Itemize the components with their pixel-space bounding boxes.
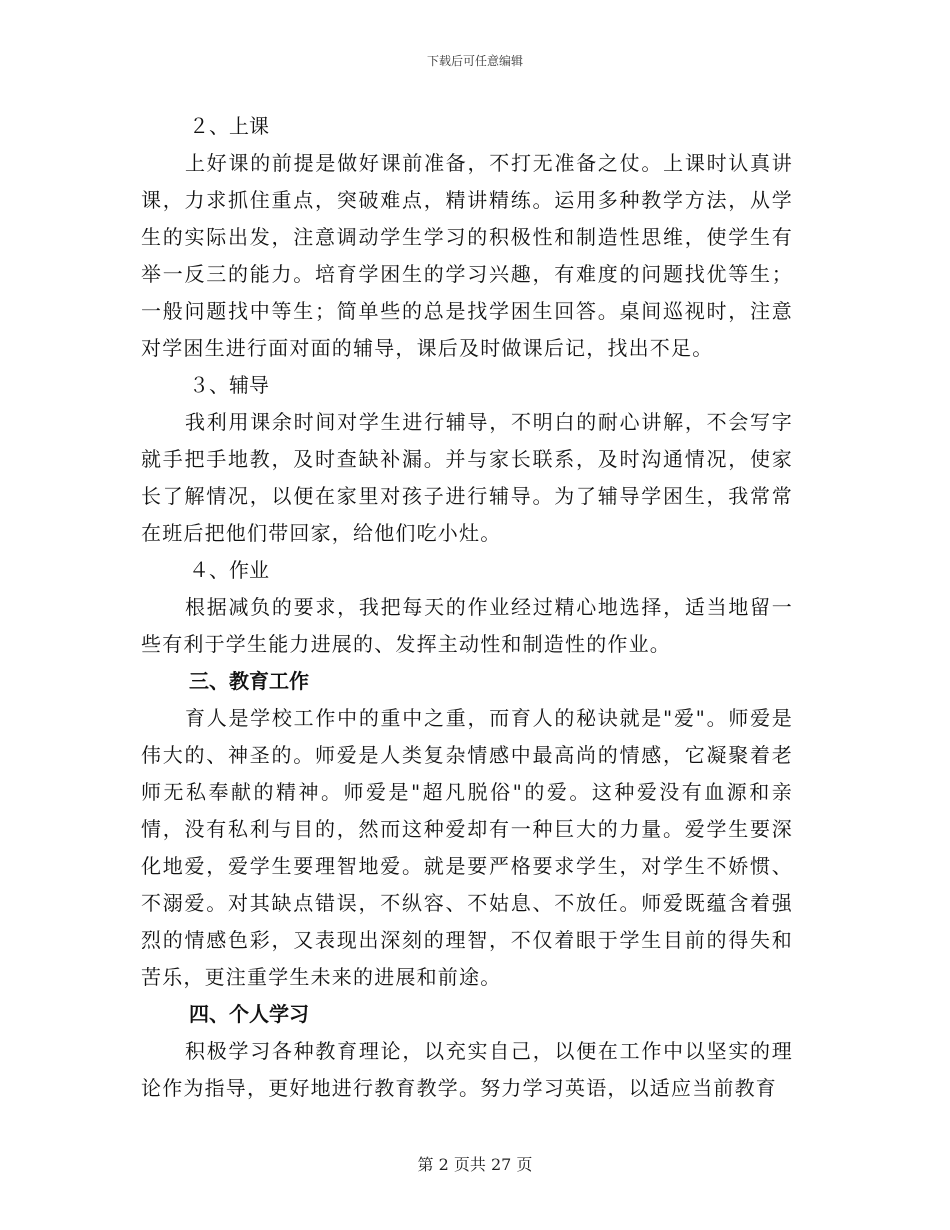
page-header: 下载后可任意编辑 (426, 54, 523, 68)
section-heading-education-work: 三、教育工作 (189, 669, 309, 693)
paragraph-education-work: 育人是学校工作中的重中之重，而育人的秘诀就是"爱"。师爱是伟大的、神圣的。师爱是人类复杂情感中最高尚的情感，它凝聚着老师无私奉献的精神。师爱是"超凡脱俗"的爱。这种爱没有血源和亲情，没有私利与目的，然而这种爱却有一种巨大的力量。爱学生要深化地爱，爱学生要理智地爱。就是要严格要求学生，对学生不娇惯、不溺爱。对其缺点错误，不纵容、不姑息、不放任。师爱既蕴含着强烈的情感色彩，又表现出深刻的理智，不仅着眼于学生目前的得失和苦乐，更注重学生未来的进展和前途。 (141, 706, 793, 989)
paragraph-tutoring: 我利用课余时间对学生进行辅导，不明白的耐心讲解，不会写字就手把手地教，及时查缺补漏。并与家长联系，及时沟通情况，使家长了解情况，以便在家里对孩子进行辅导。为了辅导学困生，我常常在班后把他们带回家，给他们吃小灶。 (141, 410, 793, 545)
paragraph-personal-study: 积极学习各种教育理论，以充实自己，以便在工作中以坚实的理论作为指导，更好地进行教育教学。努力学习英语，以适应当前教育 (141, 1039, 793, 1100)
section-heading-personal-study: 四、个人学习 (189, 1002, 309, 1026)
subheading-tutoring: ３、辅导 (189, 373, 269, 397)
subheading-lecture: ２、上课 (189, 114, 269, 138)
document-body (141, 108, 793, 1107)
page-footer: 第 2 页共 27 页 (417, 1155, 533, 1174)
subheading-homework: ４、作业 (189, 558, 269, 582)
paragraph-homework: 根据减负的要求，我把每天的作业经过精心地选择，适当地留一些有利于学生能力进展的、发挥主动性和制造性的作业。 (141, 595, 793, 656)
paragraph-lecture: 上好课的前提是做好课前准备，不打无准备之仗。上课时认真讲课，力求抓住重点，突破难点，精讲精练。运用多种教学方法，从学生的实际出发，注意调动学生学习的积极性和制造性思维，使学生有举一反三的能力。培育学困生的学习兴趣，有难度的问题找优等生；一般问题找中等生；简单些的总是找学困生回答。桌间巡视时，注意对学困生进行面对面的辅导，课后及时做课后记，找出不足。 (141, 151, 793, 360)
